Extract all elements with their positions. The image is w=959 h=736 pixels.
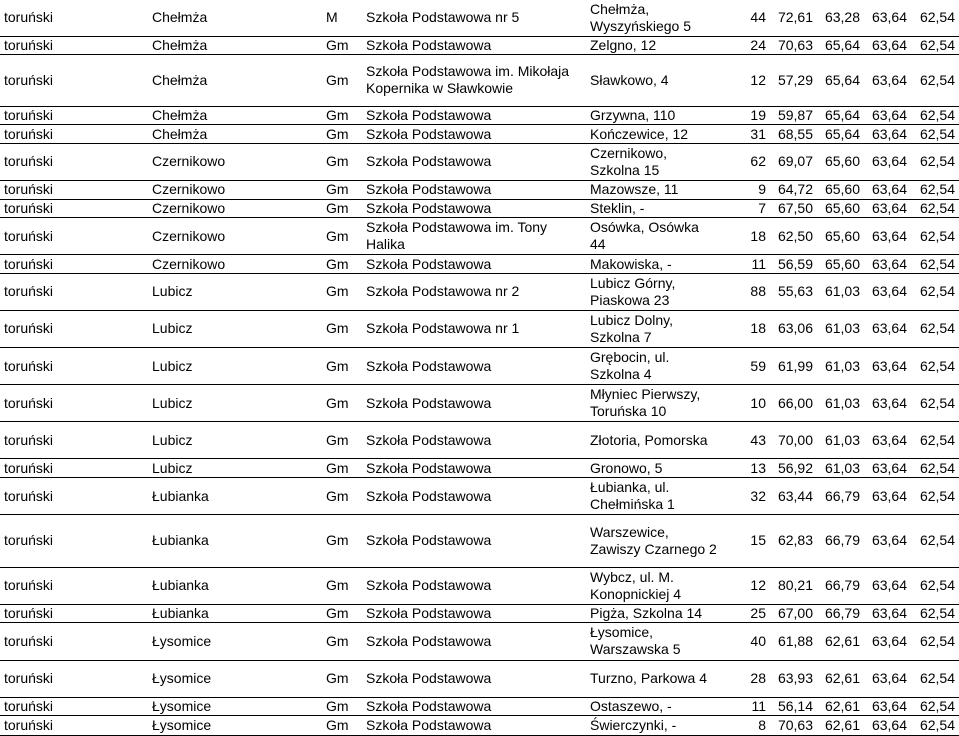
powiat-score-cell: 63,64 (871, 125, 907, 142)
school-name-cell: Szkoła Podstawowa (366, 697, 492, 714)
school-name-cell: Szkoła Podstawowa im. Tony Halika (366, 219, 548, 253)
region-score-cell: 62,54 (919, 717, 955, 734)
powiat-score-cell: 63,64 (871, 71, 907, 88)
school-address-cell: Sławkowo, 4 (590, 71, 669, 88)
school-name-cell: Szkoła Podstawowa nr 5 (366, 9, 520, 26)
student-count-cell: 25 (750, 605, 766, 622)
student-count-cell: 15 (750, 532, 766, 549)
school-address-cell: Ostaszewo, - (590, 697, 672, 714)
gmina-type-cell: Gm (326, 697, 349, 714)
gmina-score-cell: 62,61 (824, 697, 860, 714)
school-name-cell: Szkoła Podstawowa (366, 670, 492, 687)
gmina-type-cell: Gm (326, 181, 349, 198)
powiat-cell: toruński (4, 697, 54, 714)
powiat-cell: toruński (4, 431, 54, 448)
school-name-cell: Szkoła Podstawowa (366, 605, 492, 622)
powiat-cell: toruński (4, 125, 54, 142)
gmina-type-cell: Gm (326, 199, 349, 216)
gmina-type-cell: Gm (326, 107, 349, 123)
region-score-cell: 62,54 (919, 670, 955, 687)
student-count-cell: 8 (758, 717, 766, 734)
school-name-cell: Szkoła Podstawowa (366, 181, 492, 198)
gmina-score-cell: 63,28 (824, 9, 860, 26)
student-count-cell: 28 (750, 670, 766, 687)
student-count-cell: 44 (750, 9, 766, 26)
powiat-score-cell: 63,64 (871, 199, 907, 216)
powiat-score-cell: 63,64 (871, 283, 907, 300)
region-score-cell: 62,54 (919, 431, 955, 448)
powiat-score-cell: 63,64 (871, 107, 907, 123)
region-score-cell: 62,54 (919, 227, 955, 244)
powiat-score-cell: 63,64 (871, 605, 907, 622)
gmina-type-cell: Gm (326, 394, 349, 411)
gmina-type-cell: Gm (326, 320, 349, 337)
gmina-cell: Łubianka (152, 577, 209, 594)
region-score-cell: 62,54 (919, 199, 955, 216)
powiat-cell: toruński (4, 670, 54, 687)
region-score-cell: 62,54 (919, 283, 955, 300)
school-score-cell: 56,92 (777, 459, 813, 476)
gmina-score-cell: 66,79 (824, 532, 860, 549)
gmina-cell: Lubicz (152, 320, 193, 337)
table-row (0, 515, 959, 568)
gmina-cell: Łubianka (152, 532, 209, 549)
school-address-cell: Zelgno, 12 (590, 36, 657, 53)
gmina-cell: Lubicz (152, 283, 193, 300)
school-address-cell: Lubicz Górny, Piaskowa 23 (590, 274, 676, 308)
region-score-cell: 62,54 (919, 697, 955, 714)
gmina-type-cell: Gm (326, 487, 349, 504)
school-score-cell: 62,50 (777, 227, 813, 244)
gmina-type-cell: Gm (326, 459, 349, 476)
gmina-cell: Łysomice (152, 632, 212, 649)
powiat-score-cell: 63,64 (871, 9, 907, 26)
student-count-cell: 59 (750, 357, 766, 374)
student-count-cell: 62 (750, 153, 766, 170)
school-address-cell: Turzno, Parkowa 4 (590, 670, 707, 687)
school-name-cell: Szkoła Podstawowa (366, 357, 492, 374)
powiat-cell: toruński (4, 283, 54, 300)
region-score-cell: 62,54 (919, 394, 955, 411)
gmina-type-cell: Gm (326, 532, 349, 549)
school-address-cell: Złotoria, Pomorska (590, 431, 708, 448)
student-count-cell: 12 (750, 71, 766, 88)
school-score-cell: 66,00 (777, 394, 813, 411)
table-row (0, 310, 959, 347)
gmina-score-cell: 65,64 (824, 36, 860, 53)
gmina-score-cell: 61,03 (824, 459, 860, 476)
region-score-cell: 62,54 (919, 632, 955, 649)
gmina-score-cell: 65,60 (824, 153, 860, 170)
powiat-score-cell: 63,64 (871, 320, 907, 337)
school-name-cell: Szkoła Podstawowa (366, 632, 492, 649)
school-address-cell: Mazowsze, 11 (590, 181, 679, 198)
gmina-cell: Chełmża (152, 71, 208, 88)
school-name-cell: Szkoła Podstawowa (366, 153, 492, 170)
school-score-cell: 61,88 (777, 632, 813, 649)
powiat-cell: toruński (4, 255, 54, 272)
school-score-cell: 56,59 (777, 255, 813, 272)
powiat-score-cell: 63,64 (871, 577, 907, 594)
gmina-score-cell: 65,64 (824, 71, 860, 88)
school-name-cell: Szkoła Podstawowa (366, 107, 492, 123)
powiat-score-cell: 63,64 (871, 487, 907, 504)
powiat-score-cell: 63,64 (871, 181, 907, 198)
table-row (0, 36, 959, 55)
school-address-cell: Chełmża, Wyszyńskiego 5 (590, 0, 692, 34)
student-count-cell: 32 (750, 487, 766, 504)
gmina-score-cell: 65,60 (824, 199, 860, 216)
powiat-cell: toruński (4, 632, 54, 649)
gmina-type-cell: Gm (326, 357, 349, 374)
gmina-type-cell: Gm (326, 605, 349, 622)
school-address-cell: Wybcz, ul. M. Konopnickiej 4 (590, 568, 682, 602)
powiat-cell: toruński (4, 577, 54, 594)
gmina-type-cell: Gm (326, 153, 349, 170)
student-count-cell: 31 (750, 125, 766, 142)
gmina-score-cell: 62,61 (824, 632, 860, 649)
gmina-cell: Łysomice (152, 697, 212, 714)
gmina-cell: Czernikowo (152, 255, 226, 272)
gmina-type-cell: Gm (326, 36, 349, 53)
table-row (0, 55, 959, 107)
school-name-cell: Szkoła Podstawowa (366, 394, 492, 411)
gmina-cell: Lubicz (152, 394, 193, 411)
school-address-cell: Kończewice, 12 (590, 125, 689, 142)
gmina-type-cell: Gm (326, 255, 349, 272)
table-row (0, 385, 959, 422)
region-score-cell: 62,54 (919, 9, 955, 26)
student-count-cell: 13 (750, 459, 766, 476)
student-count-cell: 11 (751, 697, 766, 714)
gmina-type-cell: Gm (326, 632, 349, 649)
table-row (0, 125, 959, 144)
student-count-cell: 19 (750, 107, 766, 123)
region-score-cell: 62,54 (919, 36, 955, 53)
gmina-score-cell: 65,60 (824, 181, 860, 198)
school-name-cell: Szkoła Podstawowa (366, 487, 492, 504)
table-row (0, 477, 959, 514)
region-score-cell: 62,54 (919, 153, 955, 170)
table-row (0, 180, 959, 199)
region-score-cell: 62,54 (919, 357, 955, 374)
gmina-cell: Chełmża (152, 107, 208, 123)
table-row (0, 459, 959, 478)
school-score-cell: 72,61 (777, 9, 813, 26)
student-count-cell: 11 (751, 255, 766, 272)
region-score-cell: 62,54 (919, 255, 955, 272)
table-row (0, 422, 959, 459)
school-address-cell: Grzywna, 110 (590, 107, 676, 123)
gmina-type-cell: Gm (326, 71, 349, 88)
school-score-cell: 62,83 (777, 532, 813, 549)
school-address-cell: Czernikowo, Szkolna 15 (590, 144, 668, 178)
school-name-cell: Szkoła Podstawowa nr 2 (366, 283, 520, 300)
school-score-cell: 70,00 (777, 431, 813, 448)
school-score-cell: 67,00 (777, 605, 813, 622)
school-address-cell: Lubicz Dolny, Szkolna 7 (590, 311, 674, 345)
school-score-cell: 70,63 (777, 36, 813, 53)
gmina-cell: Łubianka (152, 487, 209, 504)
gmina-cell: Chełmża (152, 9, 208, 26)
gmina-cell: Lubicz (152, 431, 193, 448)
region-score-cell: 62,54 (919, 532, 955, 549)
student-count-cell: 18 (750, 227, 766, 244)
gmina-score-cell: 61,03 (824, 357, 860, 374)
school-address-cell: Łysomice, Warszawska 5 (590, 624, 681, 658)
table-row (0, 273, 959, 310)
table-row (0, 697, 959, 716)
gmina-type-cell: Gm (326, 717, 349, 734)
powiat-cell: toruński (4, 71, 54, 88)
school-score-cell: 70,63 (777, 717, 813, 734)
school-address-cell: Świerczynki, - (590, 717, 677, 734)
school-address-cell: Młyniec Pierwszy, Toruńska 10 (590, 386, 701, 420)
school-name-cell: Szkoła Podstawowa im. Mikołaja Kopernika w Sławkowie (366, 63, 570, 97)
gmina-score-cell: 62,61 (824, 717, 860, 734)
table-row (0, 199, 959, 218)
school-score-cell: 59,87 (777, 107, 813, 123)
student-count-cell: 9 (758, 181, 766, 198)
school-name-cell: Szkoła Podstawowa (366, 199, 492, 216)
school-name-cell: Szkoła Podstawowa (366, 459, 492, 476)
powiat-score-cell: 63,64 (871, 153, 907, 170)
school-name-cell: Szkoła Podstawowa (366, 577, 492, 594)
region-score-cell: 62,54 (919, 487, 955, 504)
powiat-score-cell: 63,64 (871, 632, 907, 649)
gmina-type-cell: Gm (326, 431, 349, 448)
gmina-cell: Lubicz (152, 459, 193, 476)
table-row (0, 567, 959, 604)
school-address-cell: Łubianka, ul. Chełmińska 1 (590, 479, 675, 513)
table-row (0, 255, 959, 274)
student-count-cell: 88 (750, 283, 766, 300)
gmina-cell: Czernikowo (152, 153, 226, 170)
powiat-cell: toruński (4, 357, 54, 374)
gmina-score-cell: 65,64 (824, 107, 860, 123)
powiat-cell: toruński (4, 717, 54, 734)
table-row (0, 660, 959, 697)
school-name-cell: Szkoła Podstawowa (366, 255, 492, 272)
school-score-cell: 57,29 (777, 71, 813, 88)
powiat-cell: toruński (4, 181, 54, 198)
student-count-cell: 24 (750, 36, 766, 53)
powiat-cell: toruński (4, 394, 54, 411)
gmina-cell: Czernikowo (152, 199, 226, 216)
powiat-score-cell: 63,64 (871, 717, 907, 734)
powiat-cell: toruński (4, 227, 54, 244)
school-score-cell: 55,63 (777, 283, 813, 300)
table-row (0, 604, 959, 623)
school-name-cell: Szkoła Podstawowa (366, 717, 492, 734)
gmina-score-cell: 65,60 (824, 227, 860, 244)
gmina-cell: Łubianka (152, 605, 209, 622)
region-score-cell: 62,54 (919, 125, 955, 142)
gmina-cell: Łysomice (152, 717, 212, 734)
powiat-cell: toruński (4, 320, 54, 337)
table-row (0, 623, 959, 660)
gmina-type-cell: M (326, 9, 338, 26)
gmina-cell: Chełmża (152, 125, 208, 142)
table-row (0, 106, 959, 125)
school-name-cell: Szkoła Podstawowa (366, 125, 492, 142)
gmina-score-cell: 65,64 (824, 125, 860, 142)
table-row (0, 0, 959, 36)
student-count-cell: 18 (750, 320, 766, 337)
gmina-score-cell: 66,79 (824, 577, 860, 594)
school-address-cell: Osówka, Osówka 44 (590, 219, 699, 253)
gmina-score-cell: 61,03 (824, 394, 860, 411)
school-address-cell: Grębocin, ul. Szkolna 4 (590, 349, 670, 383)
gmina-type-cell: Gm (326, 577, 349, 594)
powiat-cell: toruński (4, 107, 54, 123)
school-score-cell: 63,06 (777, 320, 813, 337)
gmina-cell: Łysomice (152, 670, 212, 687)
gmina-score-cell: 66,79 (824, 487, 860, 504)
gmina-score-cell: 61,03 (824, 431, 860, 448)
gmina-cell: Czernikowo (152, 227, 226, 244)
table-row (0, 218, 959, 255)
powiat-score-cell: 63,64 (871, 670, 907, 687)
powiat-cell: toruński (4, 532, 54, 549)
school-score-cell: 63,44 (777, 487, 813, 504)
powiat-cell: toruński (4, 459, 54, 476)
gmina-cell: Lubicz (152, 357, 193, 374)
powiat-cell: toruński (4, 9, 54, 26)
region-score-cell: 62,54 (919, 320, 955, 337)
school-name-cell: Szkoła Podstawowa (366, 431, 492, 448)
student-count-cell: 43 (750, 431, 766, 448)
powiat-score-cell: 63,64 (871, 357, 907, 374)
school-score-cell: 61,99 (777, 357, 813, 374)
school-address-cell: Gronowo, 5 (590, 459, 663, 476)
powiat-score-cell: 63,64 (871, 459, 907, 476)
student-count-cell: 7 (758, 199, 766, 216)
table-row (0, 348, 959, 385)
gmina-type-cell: Gm (326, 227, 349, 244)
school-address-cell: Pigża, Szkolna 14 (590, 605, 703, 622)
powiat-cell: toruński (4, 487, 54, 504)
student-count-cell: 40 (750, 632, 766, 649)
gmina-score-cell: 66,79 (824, 605, 860, 622)
school-score-cell: 80,21 (777, 577, 813, 594)
school-address-cell: Steklin, - (590, 199, 645, 216)
school-name-cell: Szkoła Podstawowa nr 1 (366, 320, 520, 337)
powiat-cell: toruński (4, 199, 54, 216)
table-row (0, 143, 959, 180)
gmina-score-cell: 61,03 (824, 320, 860, 337)
powiat-score-cell: 63,64 (871, 255, 907, 272)
gmina-type-cell: Gm (326, 125, 349, 142)
school-score-cell: 68,55 (777, 125, 813, 142)
gmina-score-cell: 61,03 (824, 283, 860, 300)
powiat-score-cell: 63,64 (871, 394, 907, 411)
powiat-score-cell: 63,64 (871, 697, 907, 714)
gmina-type-cell: Gm (326, 283, 349, 300)
region-score-cell: 62,54 (919, 107, 955, 123)
gmina-cell: Chełmża (152, 36, 208, 53)
powiat-score-cell: 63,64 (871, 431, 907, 448)
school-name-cell: Szkoła Podstawowa (366, 532, 492, 549)
powiat-cell: toruński (4, 36, 54, 53)
school-score-cell: 69,07 (777, 153, 813, 170)
school-name-cell: Szkoła Podstawowa (366, 36, 492, 53)
gmina-score-cell: 62,61 (824, 670, 860, 687)
region-score-cell: 62,54 (919, 577, 955, 594)
gmina-type-cell: Gm (326, 670, 349, 687)
school-address-cell: Makowiska, - (590, 255, 672, 272)
school-address-cell: Warszewice, Zawiszy Czarnego 2 (590, 523, 717, 557)
region-score-cell: 62,54 (919, 181, 955, 198)
school-score-cell: 63,93 (777, 670, 813, 687)
powiat-score-cell: 63,64 (871, 36, 907, 53)
powiat-score-cell: 63,64 (871, 532, 907, 549)
powiat-score-cell: 63,64 (871, 227, 907, 244)
student-count-cell: 10 (750, 394, 766, 411)
gmina-score-cell: 65,60 (824, 255, 860, 272)
school-score-cell: 64,72 (777, 181, 813, 198)
student-count-cell: 12 (750, 577, 766, 594)
gmina-cell: Czernikowo (152, 181, 226, 198)
region-score-cell: 62,54 (919, 605, 955, 622)
school-score-cell: 67,50 (777, 199, 813, 216)
powiat-cell: toruński (4, 605, 54, 622)
region-score-cell: 62,54 (919, 71, 955, 88)
powiat-cell: toruński (4, 153, 54, 170)
region-score-cell: 62,54 (919, 459, 955, 476)
school-score-cell: 56,14 (777, 697, 813, 714)
table-row (0, 716, 959, 736)
